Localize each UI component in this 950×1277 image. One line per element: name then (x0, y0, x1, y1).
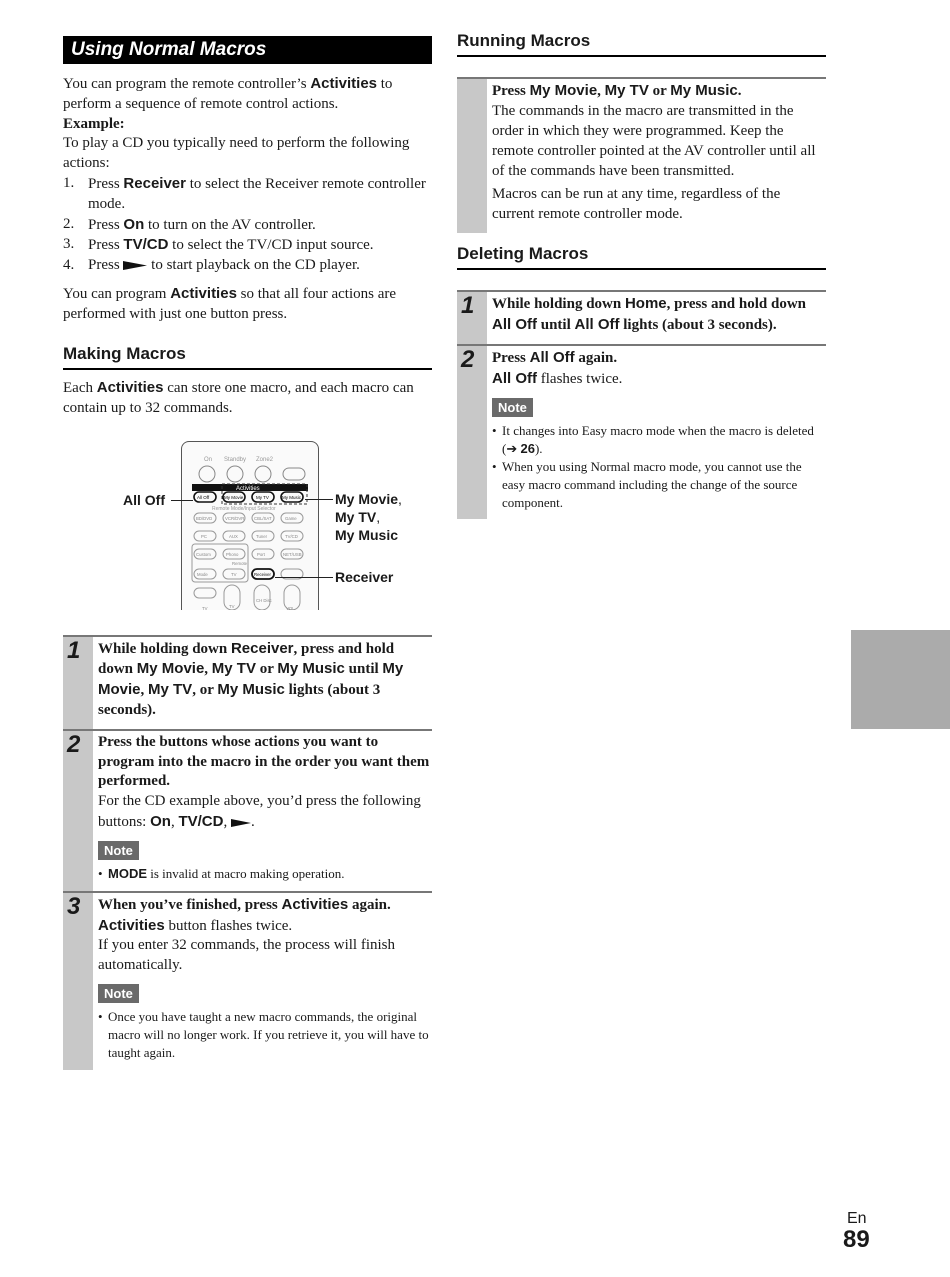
svg-text:PC: PC (201, 533, 207, 539)
svg-text:All Off: All Off (197, 494, 210, 500)
step-gutter (63, 893, 93, 1070)
step-body (487, 346, 826, 519)
remote-top-label: Standby (224, 456, 247, 463)
step-number: 3 (67, 892, 81, 920)
svg-text:VOL: VOL (286, 605, 295, 610)
svg-text:Port: Port (257, 551, 265, 557)
svg-text:Remote: Remote (232, 560, 248, 566)
callout-line (275, 577, 333, 578)
page-language: En (847, 1210, 867, 1227)
step-heading: When you’ve finished, press Activities again. (98, 895, 391, 913)
svg-text:TV: TV (229, 603, 235, 609)
callout-line (171, 500, 193, 501)
note-item: • When you using Normal macro mode, you cannot use the easy macro command including the change of the source component. (492, 458, 826, 512)
step-heading: While holding down Receiver, press and hold down My Movie, My TV or My Music until My Movie, My TV, or My Music lights (about 3 seconds). (98, 639, 404, 718)
svg-text:TV: TV (231, 571, 237, 577)
step-number: 1 (461, 292, 475, 320)
note-list (98, 865, 432, 883)
svg-text:CBL/SAT: CBL/SAT (254, 515, 272, 521)
step-heading: Press All Off again. (492, 349, 618, 367)
svg-text:CH Disc: CH Disc (256, 597, 272, 603)
step-text: If you enter 32 commands, the process will finish automatically. (98, 937, 396, 974)
svg-text:Tuner: Tuner (256, 533, 268, 539)
list-item: 2. Press On to turn on the AV controller. (63, 215, 316, 233)
svg-text:Receiver: Receiver (254, 571, 271, 577)
arrow-right-icon: ➔ (506, 440, 518, 456)
step-gutter (457, 79, 487, 233)
step-1 (63, 635, 432, 729)
list-item: 1. Press Receiver to select the Receiver remote controller mode. (63, 174, 426, 212)
svg-text:AUX: AUX (229, 533, 238, 539)
step-gutter (63, 731, 93, 891)
step-gutter (457, 346, 487, 519)
remote-activities-label: Activities (236, 485, 260, 492)
remote-top-label: Zone2 (256, 456, 274, 463)
delete-step-1 (457, 290, 826, 344)
callout-receiver: Receiver (335, 568, 394, 585)
svg-text:BD/DVD: BD/DVD (196, 515, 213, 521)
step-number: 2 (461, 346, 475, 374)
step-heading: Press the buttons whose actions you want to program into the macro in the order you want them performed. (98, 733, 430, 790)
deleting-macros-heading: Deleting Macros (457, 243, 826, 270)
note-tag: Note (98, 984, 139, 1003)
note-tag: Note (98, 841, 139, 860)
note-list (98, 1008, 432, 1062)
left-column (63, 36, 432, 1070)
step-body (487, 79, 826, 233)
svg-text:TV/CD: TV/CD (285, 533, 298, 539)
note-item: • Once you have taught a new macro commands, the original macro will no longer work. If you retrieve it, you will have to taught again. (98, 1008, 432, 1062)
play-icon (231, 818, 251, 828)
example-text: To play a CD you typically need to perform the following actions: (63, 135, 410, 172)
svg-text:Mode: Mode (197, 571, 208, 577)
making-macros-heading: Making Macros (63, 343, 432, 370)
play-icon (123, 260, 147, 271)
making-macros-text: Each Activities can store one macro, and each macro can contain up to 32 commands. (63, 379, 414, 416)
intro-paragraph: You can program the remote controller’s Activities to perform a sequence of remote control actions. (63, 75, 393, 112)
svg-text:Custom: Custom (196, 551, 211, 557)
step-text: Macros can be run at any time, regardless of the current remote controller mode. (492, 186, 781, 223)
callout-line (305, 499, 333, 500)
step-text: The commands in the macro are transmitted in the order in which they were programmed. Keep the remote controller pointed at the AV controller until all of the commands have been transmitted. (492, 103, 816, 179)
svg-text:Remote Mode/Input Selector: Remote Mode/Input Selector (212, 505, 276, 512)
step-body (487, 292, 826, 344)
svg-text:My Music: My Music (282, 494, 301, 500)
note-item: • It changes into Easy macro mode when the macro is deleted (➔ 26). (492, 422, 826, 458)
note-list (492, 422, 826, 512)
step-3 (63, 891, 432, 1070)
step-text: Activities button flashes twice. (98, 916, 293, 934)
step-text: All Off flashes twice. (492, 369, 623, 387)
callout-my-activities: My Movie, My TV, My Music (335, 490, 402, 543)
deleting-steps (457, 290, 826, 519)
section-banner: Using Normal Macros (63, 36, 432, 64)
svg-text:My Movie: My Movie (224, 494, 244, 500)
right-column (457, 30, 826, 519)
step-heading: Press My Movie, My TV or My Music. (492, 82, 742, 100)
step-number: 2 (67, 730, 81, 758)
summary-paragraph: You can program Activities so that all four actions are performed with just one button press. (63, 284, 397, 322)
svg-text:Phono: Phono (226, 551, 239, 557)
delete-step-2 (457, 344, 826, 519)
step-gutter (63, 637, 93, 729)
list-item: 3. Press TV/CD to select the TV/CD input source. (63, 236, 374, 254)
callout-all-off: All Off (123, 491, 165, 508)
note-tag: Note (492, 398, 533, 417)
svg-text:Game: Game (285, 515, 297, 521)
page-reference: 26 (520, 440, 535, 456)
step-body (93, 637, 432, 729)
step-body (93, 731, 432, 891)
running-step (457, 77, 826, 233)
svg-text:NET/USB: NET/USB (283, 551, 302, 557)
step-gutter (457, 292, 487, 344)
remote-figure (63, 441, 432, 639)
remote-illustration (181, 441, 319, 610)
svg-text:TV: TV (202, 605, 208, 610)
step-body (93, 893, 432, 1070)
step-heading: While holding down Home, press and hold down All Off until All Off lights (about 3 seconds). (492, 295, 807, 334)
page-number: 89 (843, 1226, 870, 1253)
svg-text:My TV: My TV (256, 494, 269, 500)
side-tab (851, 630, 950, 729)
example-actions-list (63, 174, 432, 276)
note-item: • MODE is invalid at macro making operation. (98, 865, 432, 883)
step-text: For the CD example above, you’d press the following buttons: On, TV/CD, . (98, 793, 421, 830)
example-label: Example: (63, 115, 125, 132)
making-steps (63, 635, 432, 1070)
svg-text:VCR/DVR: VCR/DVR (225, 515, 245, 521)
remote-top-label: On (204, 456, 213, 463)
step-2 (63, 729, 432, 891)
list-item: 4. Press to start playback on the CD player. (63, 257, 360, 274)
step-number: 1 (67, 636, 81, 664)
running-macros-heading: Running Macros (457, 30, 826, 57)
